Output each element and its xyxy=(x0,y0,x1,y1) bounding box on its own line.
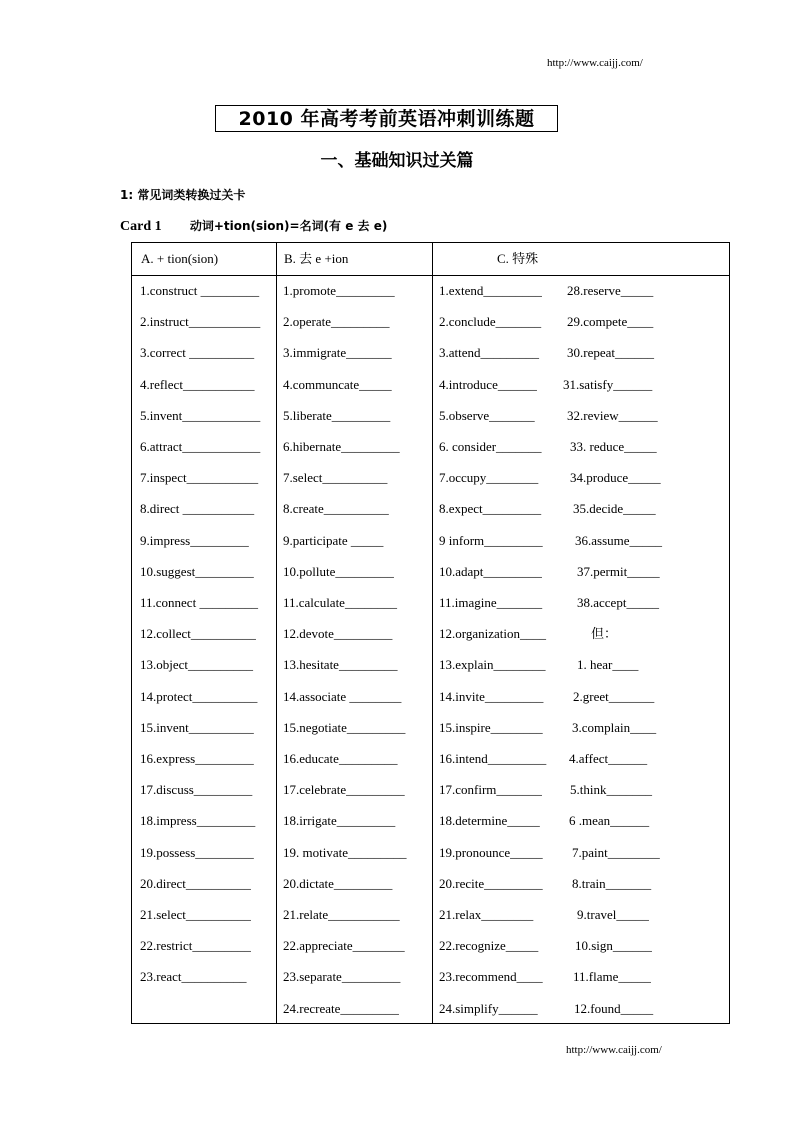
table-cell: 13.explain________ xyxy=(439,657,546,673)
table-cell: 15.invent__________ xyxy=(140,719,254,735)
table-cell: 19.pronounce_____ xyxy=(439,844,543,860)
table-cell: 2.greet_______ xyxy=(573,688,655,704)
table-cell: 6.attract____________ xyxy=(140,439,261,454)
table-cell: 1.extend_________ xyxy=(439,283,542,298)
table-cell: 3.immigrate_______ xyxy=(283,345,392,361)
table-cell: 18.determine_____ xyxy=(439,813,540,829)
table-cell: 19. motivate_________ xyxy=(283,844,407,860)
table-cell: 16.intend_________ xyxy=(439,751,547,766)
table-cell: 4.introduce______ xyxy=(439,376,537,392)
table-cell: 7.occupy________ xyxy=(439,470,539,486)
header-url[interactable]: http://www.caijj.com/ xyxy=(547,57,643,69)
table-cell: 22.restrict_________ xyxy=(140,938,251,954)
table-cell: 3.correct __________ xyxy=(140,345,255,361)
table-cell: 6.hibernate_________ xyxy=(283,439,400,454)
table-cell: 4.affect______ xyxy=(569,751,648,766)
table-cell: 6. consider_______ xyxy=(439,439,542,454)
header-divider xyxy=(132,275,729,276)
table-cell: 20.dictate_________ xyxy=(283,875,393,891)
table-cell: 3.attend_________ xyxy=(439,345,540,361)
table-cell: 31.satisfy______ xyxy=(563,376,653,392)
table-cell: 7.inspect___________ xyxy=(140,470,259,486)
table-cell: 17.celebrate_________ xyxy=(283,782,405,798)
table-cell: 10.pollute_________ xyxy=(283,563,394,579)
table-cell: 21.relax________ xyxy=(439,907,534,922)
header-col-a: A. + tion(sion) xyxy=(141,251,219,266)
table-cell: 19.possess_________ xyxy=(140,844,254,860)
table-cell: 28.reserve_____ xyxy=(567,283,654,298)
table-cell: 22.recognize_____ xyxy=(439,938,539,954)
table-cell: 5.invent____________ xyxy=(140,407,261,423)
table-cell: 23.separate_________ xyxy=(283,969,401,985)
table-cell: 14.protect__________ xyxy=(140,688,258,704)
table-cell: 24.simplify______ xyxy=(439,1000,538,1016)
table-cell: 15.negotiate_________ xyxy=(283,719,406,735)
table-cell: 1.promote_________ xyxy=(283,283,395,298)
footer-url[interactable]: http://www.caijj.com/ xyxy=(566,1044,662,1056)
table-cell: 1.construct _________ xyxy=(140,283,260,298)
table-cell: 9 inform_________ xyxy=(439,532,543,548)
card-rule: 动词+tion(sion)=名词(有 e 去 e) xyxy=(189,219,388,233)
page-subtitle: 一、基础知识过关篇 xyxy=(320,151,474,171)
table-cell: 但： xyxy=(591,626,618,642)
table-cell: 8.train_______ xyxy=(572,875,652,891)
table-cell: 14.invite_________ xyxy=(439,688,544,704)
table-cell: 5.think_______ xyxy=(570,782,652,798)
table-cell: 18.irrigate_________ xyxy=(283,813,396,829)
header-col-b: B. 去 e +ion xyxy=(284,251,349,266)
table-cell: 22.appreciate________ xyxy=(283,938,405,954)
table-cell: 21.relate___________ xyxy=(283,907,400,922)
table-cell: 15.inspire________ xyxy=(439,719,543,735)
table-cell: 38.accept_____ xyxy=(577,595,659,610)
table-cell: 8.direct ___________ xyxy=(140,501,255,517)
table-cell: 37.permit_____ xyxy=(577,563,660,579)
table-cell: 5.liberate_________ xyxy=(283,407,391,423)
table-cell: 29.compete____ xyxy=(567,314,654,330)
table-cell: 9.travel_____ xyxy=(577,907,649,922)
table-cell: 33. reduce_____ xyxy=(570,439,657,454)
table-cell: 20.recite_________ xyxy=(439,875,543,891)
column-divider xyxy=(432,243,433,1023)
table-cell: 20.direct__________ xyxy=(140,875,251,891)
table-cell: 9.participate _____ xyxy=(283,532,384,548)
table-cell: 4.reflect___________ xyxy=(140,376,255,392)
table-cell: 6 .mean______ xyxy=(569,813,650,829)
table-cell: 11.calculate________ xyxy=(283,595,397,610)
table-cell: 12.devote_________ xyxy=(283,626,393,642)
table-cell: 10.suggest_________ xyxy=(140,563,254,579)
section-heading: 1: 常见词类转换过关卡 xyxy=(120,188,246,202)
table-cell: 5.observe_______ xyxy=(439,407,535,423)
page-title: 2010 年高考考前英语冲刺训练题 xyxy=(215,105,558,132)
table-cell: 2.conclude_______ xyxy=(439,314,542,330)
table-cell: 12.organization____ xyxy=(439,626,546,642)
table-cell: 23.react__________ xyxy=(140,969,247,985)
table-cell: 10.sign______ xyxy=(575,938,652,954)
table-cell: 11.connect _________ xyxy=(140,595,258,610)
card-heading xyxy=(120,217,387,235)
table-cell: 16.express_________ xyxy=(140,751,254,766)
table-cell: 12.collect__________ xyxy=(140,626,256,642)
table-cell: 12.found_____ xyxy=(574,1000,654,1016)
table-cell: 1. hear____ xyxy=(577,657,639,673)
table-cell: 34.produce_____ xyxy=(570,470,661,486)
table-cell: 23.recommend____ xyxy=(439,969,543,985)
table-cell: 14.associate ________ xyxy=(283,688,402,704)
table-cell: 10.adapt_________ xyxy=(439,563,542,579)
card-name: Card 1 xyxy=(120,219,162,234)
column-divider xyxy=(276,243,277,1023)
table-cell: 35.decide_____ xyxy=(573,501,656,517)
table-cell: 32.review______ xyxy=(567,407,658,423)
table-cell: 8.expect_________ xyxy=(439,501,542,517)
table-cell: 4.communcate_____ xyxy=(283,376,392,392)
header-col-c: C. 特殊 xyxy=(497,251,539,266)
word-table xyxy=(131,242,730,1024)
table-cell: 7.select__________ xyxy=(283,470,388,486)
table-cell: 30.repeat______ xyxy=(567,345,655,361)
table-cell: 8.create__________ xyxy=(283,501,389,517)
table-cell: 11.flame_____ xyxy=(573,969,651,985)
table-cell: 16.educate_________ xyxy=(283,751,398,766)
table-cell: 13.object__________ xyxy=(140,657,254,673)
table-cell: 7.paint________ xyxy=(572,844,660,860)
table-cell: 13.hesitate_________ xyxy=(283,657,398,673)
table-cell: 18.impress_________ xyxy=(140,813,256,829)
table-cell: 21.select__________ xyxy=(140,907,251,922)
table-cell: 17.discuss_________ xyxy=(140,782,253,798)
table-cell: 36.assume_____ xyxy=(575,532,663,548)
table-cell: 2.instruct___________ xyxy=(140,314,261,330)
table-cell: 17.confirm_______ xyxy=(439,782,542,798)
table-cell: 2.operate_________ xyxy=(283,314,390,330)
table-cell: 3.complain____ xyxy=(572,719,657,735)
table-cell: 24.recreate_________ xyxy=(283,1000,399,1016)
table-cell: 11.imagine_______ xyxy=(439,595,543,610)
table-cell: 9.impress_________ xyxy=(140,532,249,548)
